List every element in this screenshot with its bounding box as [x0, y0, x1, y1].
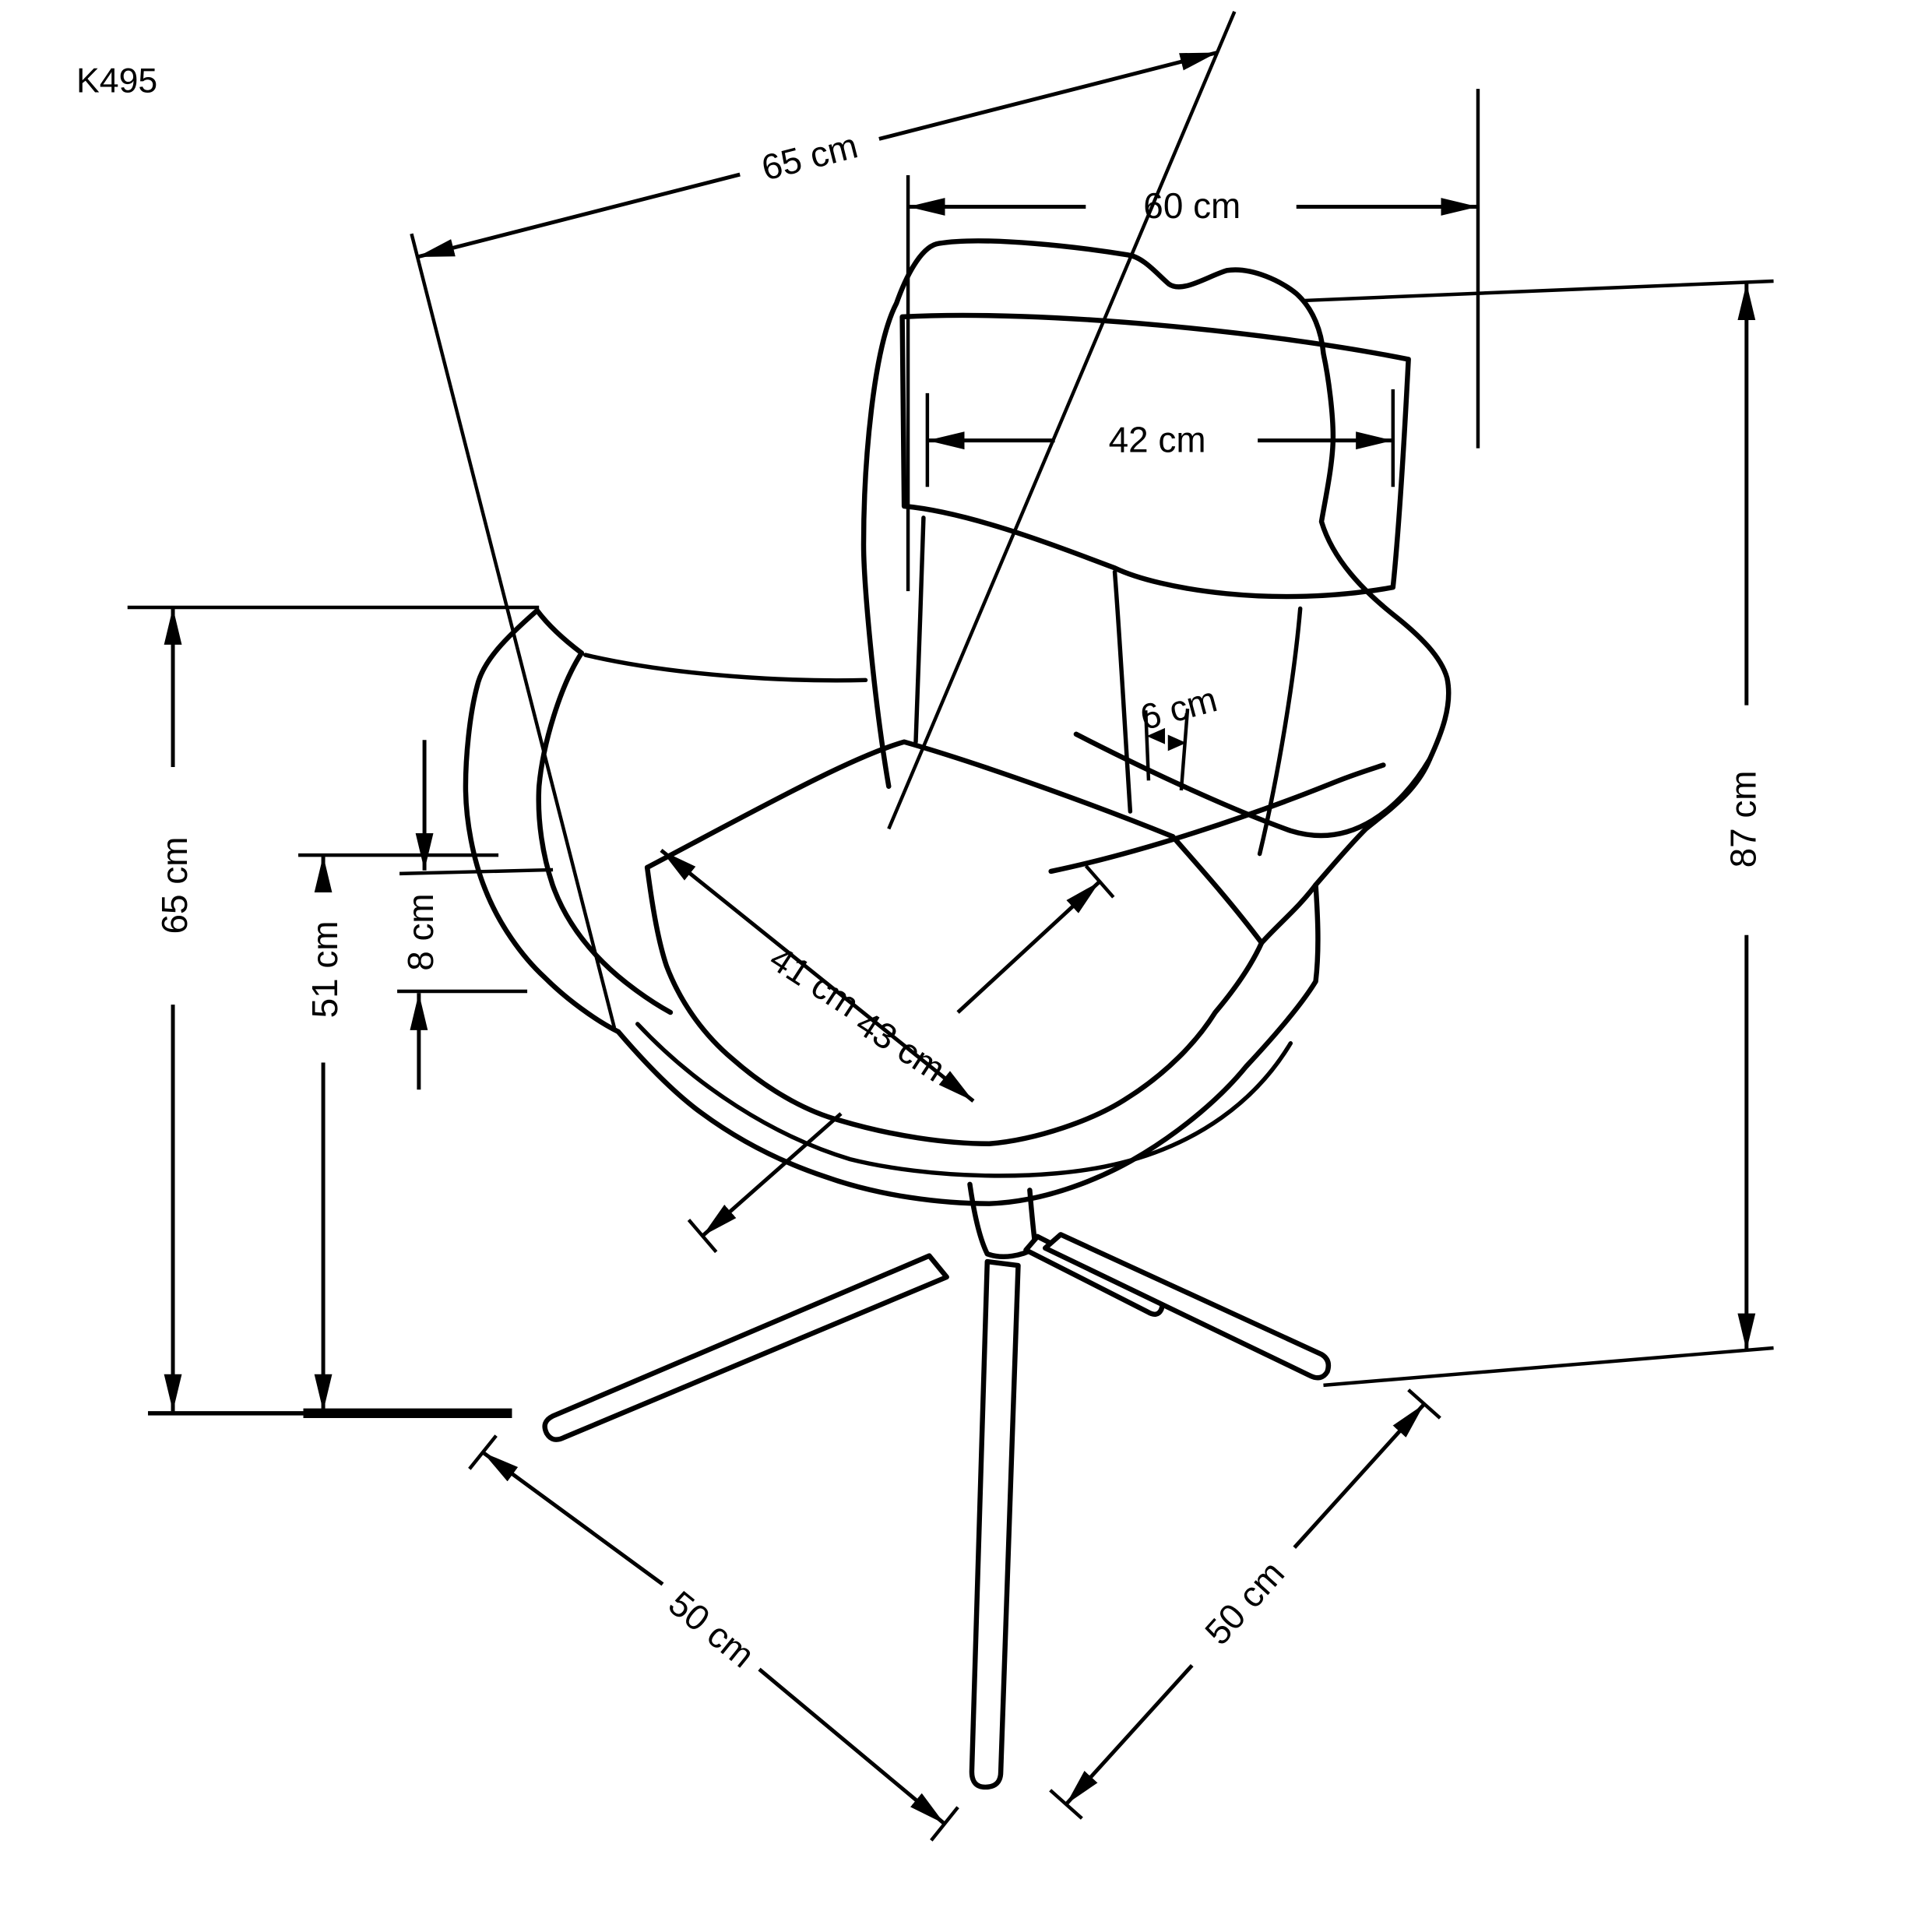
seat-cushion-back-edge	[647, 742, 1173, 867]
dimension-label: 65 cm	[154, 836, 195, 934]
chair-leg-right	[1045, 1234, 1328, 1378]
left-armrest-top-edge	[537, 611, 582, 653]
dimension-label: 50 cm	[1196, 1553, 1293, 1652]
dimension-overall-width	[908, 185, 1478, 226]
seat-cushion-front-edge	[647, 867, 1262, 1144]
dimension-line	[1294, 1404, 1424, 1547]
base-column-left-edge	[970, 1184, 987, 1254]
dimension-armrest-height	[154, 607, 195, 1411]
dimension-label: 87 cm	[1723, 770, 1764, 868]
swivel-base-column	[970, 1184, 1035, 1257]
dimension-label: 43 cm	[849, 1002, 953, 1089]
left-armrest-back-join	[586, 655, 866, 681]
right-armrest-lower-edge	[1051, 765, 1384, 871]
seat-cushion-right-edge	[1173, 836, 1262, 942]
dimension-headrest-width	[927, 419, 1393, 459]
swivel-base-legs	[545, 1234, 1328, 1787]
chair-leg-front	[972, 1262, 1019, 1787]
reference-line-height-bottom	[1323, 1348, 1773, 1385]
dimension-line	[483, 1452, 663, 1584]
product-code-label: K495	[76, 62, 158, 100]
dimension-line	[759, 1670, 945, 1824]
dimension-base-span-left	[483, 1452, 945, 1824]
extension-line-backrest-left	[411, 234, 614, 1028]
dimension-seat-depth	[702, 882, 1100, 1236]
extension-lines	[128, 12, 1774, 1841]
dimension-label: 41 cm	[762, 938, 867, 1025]
dimension-backrest-width-diagonal	[417, 52, 1217, 256]
seat-shell-rim-inner	[638, 1024, 1291, 1176]
chair-leg-left	[545, 1256, 947, 1440]
dimension-line	[958, 882, 1100, 1012]
right-armrest-band	[1051, 734, 1430, 871]
dimension-label: 65 cm	[757, 125, 862, 188]
dimension-label: 50 cm	[661, 1582, 762, 1676]
left-armrest-inner-edge	[539, 653, 670, 1012]
reference-line-cushion-top	[399, 870, 553, 874]
backrest-seam-right	[1260, 609, 1300, 854]
dimension-label: 6 cm	[1135, 678, 1222, 738]
dimension-armrest-top-width	[1136, 678, 1221, 751]
dimension-seat-height	[304, 856, 345, 1412]
seat-shell-rim-outer	[618, 885, 1318, 1203]
backrest-seam-center	[1115, 572, 1131, 811]
backrest-seam-left	[916, 518, 924, 742]
extension-tick-base-left-bottom	[931, 1807, 958, 1841]
dimension-line	[1066, 1666, 1192, 1804]
dimension-line	[879, 52, 1217, 139]
dimension-label: 60 cm	[1143, 185, 1241, 227]
dimension-line	[417, 174, 740, 257]
backrest-seams	[916, 518, 1300, 854]
dimension-overall-height	[1723, 283, 1764, 1350]
dimension-cushion-thickness	[400, 740, 441, 1089]
dimension-label: 8 cm	[400, 893, 442, 971]
dimension-label: 42 cm	[1108, 419, 1206, 460]
dimension-base-span-right	[1066, 1404, 1424, 1804]
reference-line-height-top	[1302, 281, 1773, 301]
dimension-label: 51 cm	[304, 920, 346, 1019]
seat-shell-rim	[618, 885, 1318, 1203]
extension-tick-base-left-top	[470, 1436, 496, 1469]
